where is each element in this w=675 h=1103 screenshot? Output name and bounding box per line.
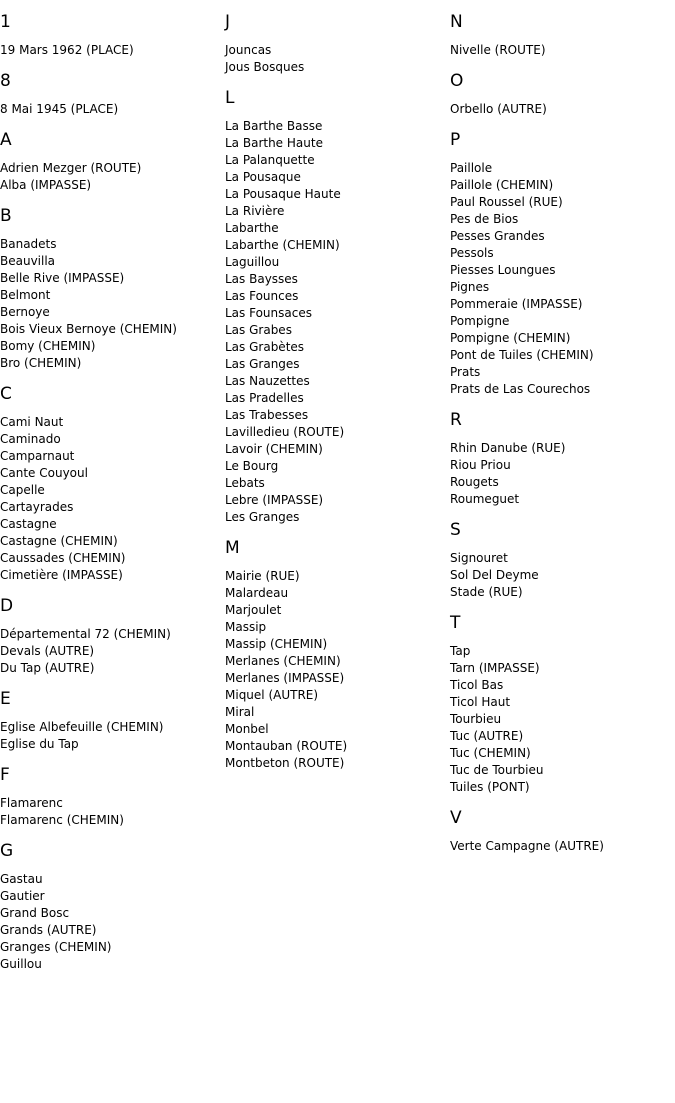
street-list bbox=[0, 795, 225, 829]
street-link[interactable]: Ticol Bas bbox=[450, 678, 504, 692]
street-link[interactable]: 19 Mars 1962 (PLACE) bbox=[0, 43, 134, 57]
list-item bbox=[0, 321, 225, 338]
list-item bbox=[0, 533, 225, 550]
street-link[interactable]: Labarthe (CHEMIN) bbox=[225, 238, 340, 252]
street-link[interactable]: Bro (CHEMIN) bbox=[0, 356, 82, 370]
list-item bbox=[450, 440, 675, 457]
street-link[interactable]: Nivelle (ROUTE) bbox=[450, 43, 546, 57]
street-link[interactable]: Flamarenc bbox=[0, 796, 63, 810]
street-link[interactable]: Adrien Mezger (ROUTE) bbox=[0, 161, 142, 175]
list-item bbox=[0, 795, 225, 812]
street-list bbox=[450, 838, 675, 855]
street-list bbox=[225, 42, 450, 76]
list-item bbox=[0, 719, 225, 736]
street-list bbox=[0, 236, 225, 372]
list-item bbox=[0, 812, 225, 829]
letter-section bbox=[450, 796, 675, 855]
street-link[interactable]: Tuc (AUTRE) bbox=[450, 729, 524, 743]
list-item bbox=[0, 939, 225, 956]
list-item bbox=[0, 922, 225, 939]
street-link[interactable]: Signouret bbox=[450, 551, 508, 565]
list-item bbox=[0, 643, 225, 660]
list-item bbox=[225, 424, 450, 441]
street-link[interactable]: Le Bourg bbox=[225, 459, 279, 473]
list-item bbox=[0, 626, 225, 643]
list-item bbox=[225, 373, 450, 390]
street-link[interactable]: Alba (IMPASSE) bbox=[0, 178, 92, 192]
street-link[interactable]: Pignes bbox=[450, 280, 490, 294]
street-list bbox=[450, 101, 675, 118]
list-item bbox=[450, 550, 675, 567]
list-item bbox=[450, 228, 675, 245]
street-link[interactable]: Pessols bbox=[450, 246, 494, 260]
street-link[interactable]: Monbel bbox=[225, 722, 269, 736]
list-item bbox=[225, 169, 450, 186]
letter-section bbox=[450, 0, 675, 59]
letter-heading: F bbox=[0, 765, 10, 785]
street-link[interactable]: Las Nauzettes bbox=[225, 374, 310, 388]
list-item bbox=[0, 871, 225, 888]
street-link[interactable]: Cimetière (IMPASSE) bbox=[0, 568, 123, 582]
letter-heading: J bbox=[225, 12, 231, 32]
street-link[interactable]: Castagne bbox=[0, 517, 57, 531]
list-item bbox=[225, 186, 450, 203]
list-item bbox=[450, 313, 675, 330]
letter-heading: V bbox=[450, 808, 462, 828]
letter-heading: D bbox=[0, 596, 14, 616]
street-list bbox=[0, 160, 225, 194]
letter-section bbox=[450, 398, 675, 508]
street-link[interactable]: Bomy (CHEMIN) bbox=[0, 339, 96, 353]
list-item bbox=[225, 441, 450, 458]
letter-heading: G bbox=[0, 841, 14, 861]
letter-heading: B bbox=[0, 206, 12, 226]
letter-section bbox=[0, 829, 225, 973]
street-link[interactable]: Montbeton (ROUTE) bbox=[225, 756, 345, 770]
list-item bbox=[225, 585, 450, 602]
letter-section bbox=[225, 76, 450, 526]
street-list bbox=[0, 626, 225, 677]
street-link[interactable]: Lebats bbox=[225, 476, 265, 490]
list-item bbox=[450, 491, 675, 508]
list-item bbox=[450, 779, 675, 796]
street-list bbox=[0, 414, 225, 584]
list-item bbox=[0, 236, 225, 253]
list-item bbox=[0, 516, 225, 533]
street-link[interactable]: Belmont bbox=[0, 288, 51, 302]
letter-section bbox=[0, 194, 225, 372]
street-link[interactable]: Marjoulet bbox=[225, 603, 282, 617]
street-link[interactable]: Las Pradelles bbox=[225, 391, 304, 405]
list-item bbox=[0, 42, 225, 59]
letter-section bbox=[0, 677, 225, 753]
list-item bbox=[225, 755, 450, 772]
street-link[interactable]: Stade (RUE) bbox=[450, 585, 523, 599]
list-item bbox=[450, 42, 675, 59]
street-link[interactable]: Las Founsaces bbox=[225, 306, 312, 320]
street-link[interactable]: La Pousaque Haute bbox=[225, 187, 341, 201]
list-item bbox=[450, 457, 675, 474]
street-link[interactable]: Miquel (AUTRE) bbox=[225, 688, 319, 702]
street-link[interactable]: Du Tap (AUTRE) bbox=[0, 661, 95, 675]
street-link[interactable]: Castagne (CHEMIN) bbox=[0, 534, 118, 548]
street-link[interactable]: Bois Vieux Bernoye (CHEMIN) bbox=[0, 322, 177, 336]
letter-heading: L bbox=[225, 88, 235, 108]
list-item bbox=[225, 568, 450, 585]
list-item bbox=[225, 271, 450, 288]
list-item bbox=[225, 237, 450, 254]
street-link[interactable]: Pompigne (CHEMIN) bbox=[450, 331, 571, 345]
street-link[interactable]: Eglise du Tap bbox=[0, 737, 79, 751]
street-link[interactable]: Cami Naut bbox=[0, 415, 64, 429]
street-link[interactable]: Tuc de Tourbieu bbox=[450, 763, 544, 777]
letter-heading: 8 bbox=[0, 71, 11, 91]
list-item bbox=[225, 305, 450, 322]
letter-heading: R bbox=[450, 410, 462, 430]
street-link[interactable]: Pes de Bios bbox=[450, 212, 519, 226]
street-link[interactable]: Belle Rive (IMPASSE) bbox=[0, 271, 125, 285]
letter-section bbox=[450, 118, 675, 398]
list-item bbox=[225, 670, 450, 687]
list-item bbox=[225, 339, 450, 356]
list-item bbox=[0, 905, 225, 922]
street-list bbox=[450, 643, 675, 796]
list-item bbox=[450, 711, 675, 728]
list-item bbox=[0, 448, 225, 465]
list-item bbox=[0, 482, 225, 499]
list-item bbox=[225, 288, 450, 305]
street-link[interactable]: Départemental 72 (CHEMIN) bbox=[0, 627, 171, 641]
street-link[interactable]: Tuiles (PONT) bbox=[450, 780, 530, 794]
street-link[interactable]: Las Trabesses bbox=[225, 408, 309, 422]
street-link[interactable]: Capelle bbox=[0, 483, 45, 497]
list-item bbox=[225, 509, 450, 526]
list-item bbox=[450, 211, 675, 228]
street-list bbox=[450, 160, 675, 398]
street-link[interactable]: Verte Campagne (AUTRE) bbox=[450, 839, 604, 853]
letter-heading: T bbox=[450, 613, 461, 633]
list-item bbox=[0, 414, 225, 431]
street-link[interactable]: Pesses Grandes bbox=[450, 229, 545, 243]
street-link[interactable]: Jous Bosques bbox=[225, 60, 305, 74]
street-link[interactable]: Tarn (IMPASSE) bbox=[450, 661, 540, 675]
list-item bbox=[450, 160, 675, 177]
street-list bbox=[0, 42, 225, 59]
list-item bbox=[450, 381, 675, 398]
list-item bbox=[0, 956, 225, 973]
list-item bbox=[0, 567, 225, 584]
street-link[interactable]: Grand Bosc bbox=[0, 906, 70, 920]
street-link[interactable]: Lavoir (CHEMIN) bbox=[225, 442, 323, 456]
letter-section bbox=[450, 601, 675, 796]
letter-section bbox=[0, 372, 225, 584]
list-item bbox=[450, 474, 675, 491]
street-list bbox=[0, 719, 225, 753]
list-item bbox=[0, 177, 225, 194]
street-list bbox=[450, 42, 675, 59]
street-link[interactable]: Tuc (CHEMIN) bbox=[450, 746, 531, 760]
street-list bbox=[0, 871, 225, 973]
street-link[interactable]: Labarthe bbox=[225, 221, 279, 235]
street-link[interactable]: Riou Priou bbox=[450, 458, 511, 472]
list-item bbox=[225, 254, 450, 271]
list-item bbox=[450, 194, 675, 211]
letter-section bbox=[225, 0, 450, 76]
street-link[interactable]: Eglise Albefeuille (CHEMIN) bbox=[0, 720, 164, 734]
street-link[interactable]: Ticol Haut bbox=[450, 695, 511, 709]
list-item bbox=[450, 364, 675, 381]
list-item bbox=[225, 636, 450, 653]
street-link[interactable]: Pompigne bbox=[450, 314, 510, 328]
list-item bbox=[225, 135, 450, 152]
list-item bbox=[0, 270, 225, 287]
list-item bbox=[225, 653, 450, 670]
letter-section bbox=[0, 0, 225, 59]
list-item bbox=[0, 660, 225, 677]
list-item bbox=[450, 101, 675, 118]
list-item bbox=[0, 338, 225, 355]
street-column-3 bbox=[450, 0, 675, 855]
list-item bbox=[0, 431, 225, 448]
list-item bbox=[225, 602, 450, 619]
list-item bbox=[0, 355, 225, 372]
street-link[interactable]: Prats de Las Courechos bbox=[450, 382, 591, 396]
list-item bbox=[450, 762, 675, 779]
street-link[interactable]: Pont de Tuiles (CHEMIN) bbox=[450, 348, 594, 362]
list-item bbox=[0, 499, 225, 516]
street-list bbox=[225, 568, 450, 772]
street-link[interactable]: Cante Couyoul bbox=[0, 466, 88, 480]
street-link[interactable]: Massip (CHEMIN) bbox=[225, 637, 328, 651]
street-column-1 bbox=[0, 0, 225, 973]
letter-section bbox=[450, 59, 675, 118]
letter-heading: P bbox=[450, 130, 461, 150]
street-link[interactable]: Roumeguet bbox=[450, 492, 520, 506]
list-item bbox=[450, 262, 675, 279]
letter-heading: O bbox=[450, 71, 464, 91]
list-item bbox=[225, 42, 450, 59]
street-link[interactable]: Paillole (CHEMIN) bbox=[450, 178, 554, 192]
street-link[interactable]: Bernoye bbox=[0, 305, 50, 319]
street-list bbox=[450, 440, 675, 508]
street-column-2 bbox=[225, 0, 450, 772]
list-item bbox=[0, 304, 225, 321]
street-link[interactable]: Tourbieu bbox=[450, 712, 502, 726]
street-link[interactable]: Tap bbox=[450, 644, 471, 658]
letter-section bbox=[0, 753, 225, 829]
list-item bbox=[225, 407, 450, 424]
list-item bbox=[225, 704, 450, 721]
list-item bbox=[225, 220, 450, 237]
list-item bbox=[225, 458, 450, 475]
list-item bbox=[450, 643, 675, 660]
street-link[interactable]: Merlanes (IMPASSE) bbox=[225, 671, 345, 685]
list-item bbox=[450, 728, 675, 745]
street-link[interactable]: Las Founces bbox=[225, 289, 299, 303]
street-link[interactable]: Paul Roussel (RUE) bbox=[450, 195, 563, 209]
street-link[interactable]: Las Grabes bbox=[225, 323, 292, 337]
list-item bbox=[0, 287, 225, 304]
letter-section bbox=[450, 508, 675, 601]
list-item bbox=[450, 838, 675, 855]
list-item bbox=[225, 738, 450, 755]
street-link[interactable]: Caussades (CHEMIN) bbox=[0, 551, 126, 565]
street-link[interactable]: Massip bbox=[225, 620, 267, 634]
street-link[interactable]: Beauvilla bbox=[0, 254, 56, 268]
list-item bbox=[450, 694, 675, 711]
letter-section bbox=[0, 584, 225, 677]
street-link[interactable]: Malardeau bbox=[225, 586, 289, 600]
street-link[interactable]: Las Baysses bbox=[225, 272, 298, 286]
list-item bbox=[0, 550, 225, 567]
street-link[interactable]: Lebre (IMPASSE) bbox=[225, 493, 324, 507]
list-item bbox=[450, 677, 675, 694]
street-link[interactable]: Guillou bbox=[0, 957, 42, 971]
street-link[interactable]: Gastau bbox=[0, 872, 43, 886]
street-list bbox=[0, 101, 225, 118]
list-item bbox=[0, 736, 225, 753]
street-link[interactable]: Paillole bbox=[450, 161, 493, 175]
street-list bbox=[450, 550, 675, 601]
street-link[interactable]: 8 Mai 1945 (PLACE) bbox=[0, 102, 119, 116]
letter-heading: S bbox=[450, 520, 461, 540]
list-item bbox=[225, 118, 450, 135]
list-item bbox=[0, 160, 225, 177]
street-link[interactable]: Pommeraie (IMPASSE) bbox=[450, 297, 583, 311]
list-item bbox=[450, 330, 675, 347]
street-link[interactable]: Rougets bbox=[450, 475, 499, 489]
letter-heading: 1 bbox=[0, 12, 11, 32]
street-link[interactable]: Camparnaut bbox=[0, 449, 75, 463]
street-link[interactable]: Devals (AUTRE) bbox=[0, 644, 95, 658]
street-link[interactable]: Grands (AUTRE) bbox=[0, 923, 97, 937]
letter-heading: A bbox=[0, 130, 12, 150]
street-link[interactable]: Gautier bbox=[0, 889, 45, 903]
street-link[interactable]: Prats bbox=[450, 365, 481, 379]
list-item bbox=[225, 619, 450, 636]
letter-section bbox=[0, 118, 225, 194]
list-item bbox=[450, 584, 675, 601]
list-item bbox=[0, 253, 225, 270]
letter-section bbox=[0, 59, 225, 118]
list-item bbox=[225, 152, 450, 169]
street-link[interactable]: Flamarenc (CHEMIN) bbox=[0, 813, 124, 827]
list-item bbox=[225, 721, 450, 738]
list-item bbox=[225, 475, 450, 492]
street-link[interactable]: Banadets bbox=[0, 237, 57, 251]
street-link[interactable]: Jouncas bbox=[225, 43, 272, 57]
street-link[interactable]: Merlanes (CHEMIN) bbox=[225, 654, 341, 668]
letter-heading: N bbox=[450, 12, 463, 32]
street-link[interactable]: Mairie (RUE) bbox=[225, 569, 300, 583]
street-link[interactable]: Las Grabètes bbox=[225, 340, 305, 354]
street-link[interactable]: Caminado bbox=[0, 432, 61, 446]
street-link[interactable]: Laguillou bbox=[225, 255, 280, 269]
list-item bbox=[225, 492, 450, 509]
street-link[interactable]: Lavilledieu (ROUTE) bbox=[225, 425, 345, 439]
list-item bbox=[225, 687, 450, 704]
street-link[interactable]: La Pousaque bbox=[225, 170, 301, 184]
letter-heading: C bbox=[0, 384, 12, 404]
street-link[interactable]: Rhin Danube (RUE) bbox=[450, 441, 566, 455]
street-list bbox=[225, 118, 450, 526]
street-link[interactable]: Piesses Loungues bbox=[450, 263, 556, 277]
letter-heading: E bbox=[0, 689, 11, 709]
letter-section bbox=[225, 526, 450, 772]
street-link[interactable]: Granges (CHEMIN) bbox=[0, 940, 112, 954]
letter-heading: M bbox=[225, 538, 240, 558]
list-item bbox=[450, 660, 675, 677]
list-item bbox=[0, 101, 225, 118]
street-link[interactable]: Las Granges bbox=[225, 357, 300, 371]
street-link[interactable]: Cartayrades bbox=[0, 500, 74, 514]
list-item bbox=[225, 59, 450, 76]
street-link[interactable]: La Barthe Haute bbox=[225, 136, 323, 150]
list-item bbox=[225, 203, 450, 220]
street-link[interactable]: La Palanquette bbox=[225, 153, 315, 167]
list-item bbox=[450, 245, 675, 262]
list-item bbox=[450, 567, 675, 584]
street-link[interactable]: Miral bbox=[225, 705, 255, 719]
street-link[interactable]: Sol Del Deyme bbox=[450, 568, 539, 582]
list-item bbox=[450, 279, 675, 296]
list-item bbox=[225, 356, 450, 373]
list-item bbox=[0, 465, 225, 482]
list-item bbox=[450, 347, 675, 364]
street-link[interactable]: Les Granges bbox=[225, 510, 300, 524]
list-item bbox=[450, 177, 675, 194]
street-link[interactable]: Orbello (AUTRE) bbox=[450, 102, 547, 116]
street-link[interactable]: La Rivière bbox=[225, 204, 285, 218]
list-item bbox=[225, 390, 450, 407]
street-link[interactable]: La Barthe Basse bbox=[225, 119, 323, 133]
list-item bbox=[450, 745, 675, 762]
list-item bbox=[450, 296, 675, 313]
street-link[interactable]: Montauban (ROUTE) bbox=[225, 739, 348, 753]
list-item bbox=[225, 322, 450, 339]
list-item bbox=[0, 888, 225, 905]
